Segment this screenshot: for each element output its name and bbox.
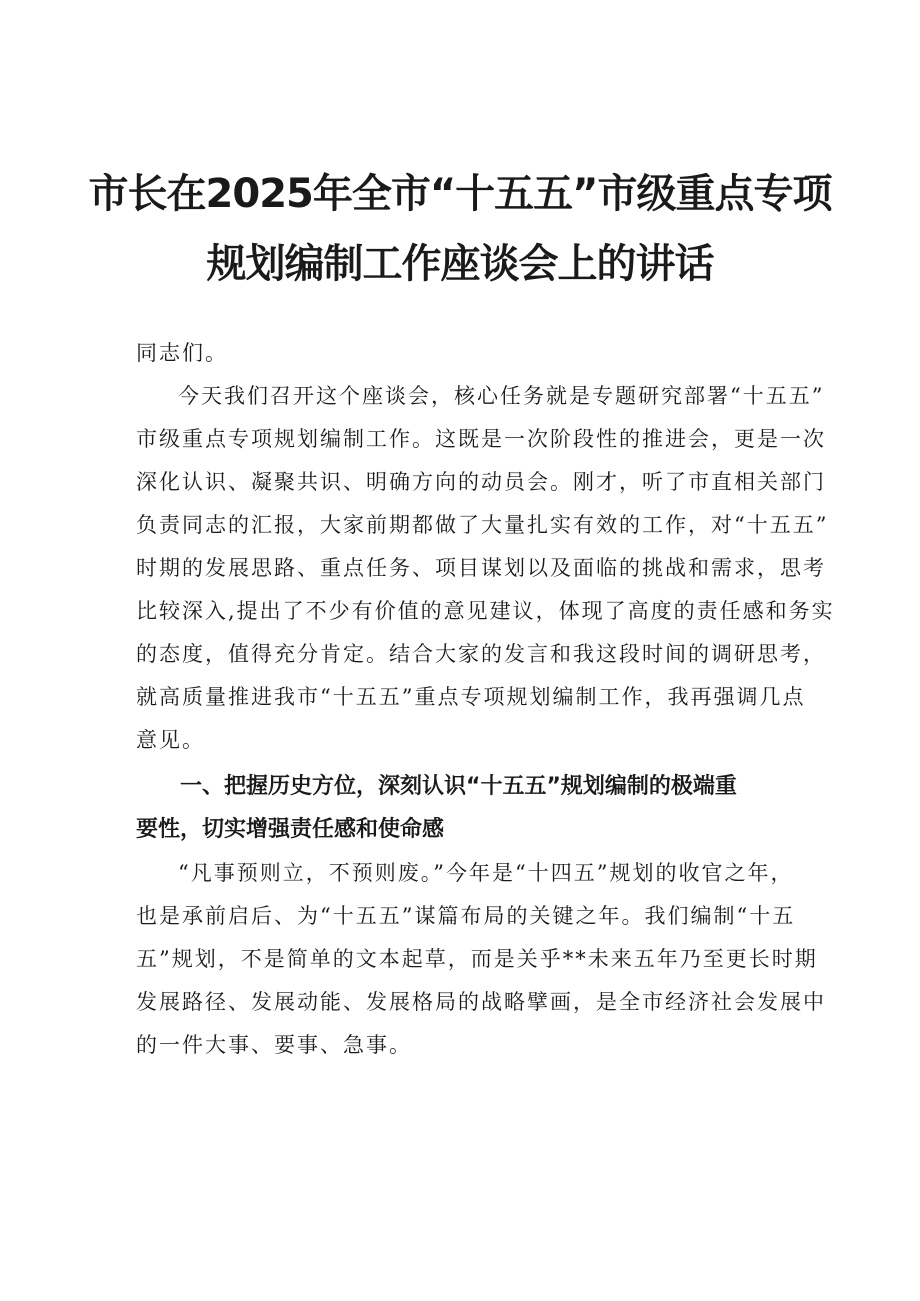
intro-line-4: 负责同志的汇报，大家前期都做了大量扎实有效的工作，对“十五五” xyxy=(136,513,829,537)
section-1-body-line-5: 的一件大事、要事、急事。 xyxy=(136,1033,412,1057)
section-1-body-line-3: 五”规划，不是简单的文本起草，而是关乎**未来五年乃至更长时期 xyxy=(136,947,818,971)
intro-line-3: 深化认识、凝聚共识、明确方向的动员会。刚才，听了市直相关部门 xyxy=(136,470,826,494)
intro-line-5: 时期的发展思路、重点任务、项目谋划以及面临的挑战和需求，思考 xyxy=(136,556,826,580)
section-1-body-line-4: 发展路径、发展动能、发展格局的战略擘画，是全市经济社会发展中 xyxy=(136,990,826,1014)
intro-line-1: 今天我们召开这个座谈会，核心任务就是专题研究部署“十五五” xyxy=(178,384,825,408)
document-title-line-1: 市长在2025年全市“十五五”市级重点专项 xyxy=(88,171,832,217)
salutation: 同志们。 xyxy=(136,341,228,365)
intro-line-7: 的态度，值得充分肯定。结合大家的发言和我这段时间的调研思考， xyxy=(136,642,826,666)
section-1-body-line-1: “凡事预则立，不预则废。”今年是“十四五”规划的收官之年， xyxy=(178,861,794,885)
section-1-heading-line-1: 一、把握历史方位，深刻认识“十五五”规划编制的极端重 xyxy=(180,774,737,799)
section-1-body-line-2: 也是承前启后、为“十五五”谋篇布局的关键之年。我们编制“十五 xyxy=(136,904,796,928)
intro-line-8: 就高质量推进我市“十五五”重点专项规划编制工作，我再强调几点 xyxy=(136,685,806,709)
section-1-heading-line-2: 要性，切实增强责任感和使命感 xyxy=(136,817,445,842)
intro-line-2: 市级重点专项规划编制工作。这既是一次阶段性的推进会，更是一次 xyxy=(136,427,826,451)
intro-line-6: 比较深入,提出了不少有价值的意见建议，体现了高度的责任感和务实 xyxy=(136,599,835,623)
intro-line-9: 意见。 xyxy=(136,728,205,752)
document-title-line-2: 规划编制工作座谈会上的讲话 xyxy=(206,241,714,287)
